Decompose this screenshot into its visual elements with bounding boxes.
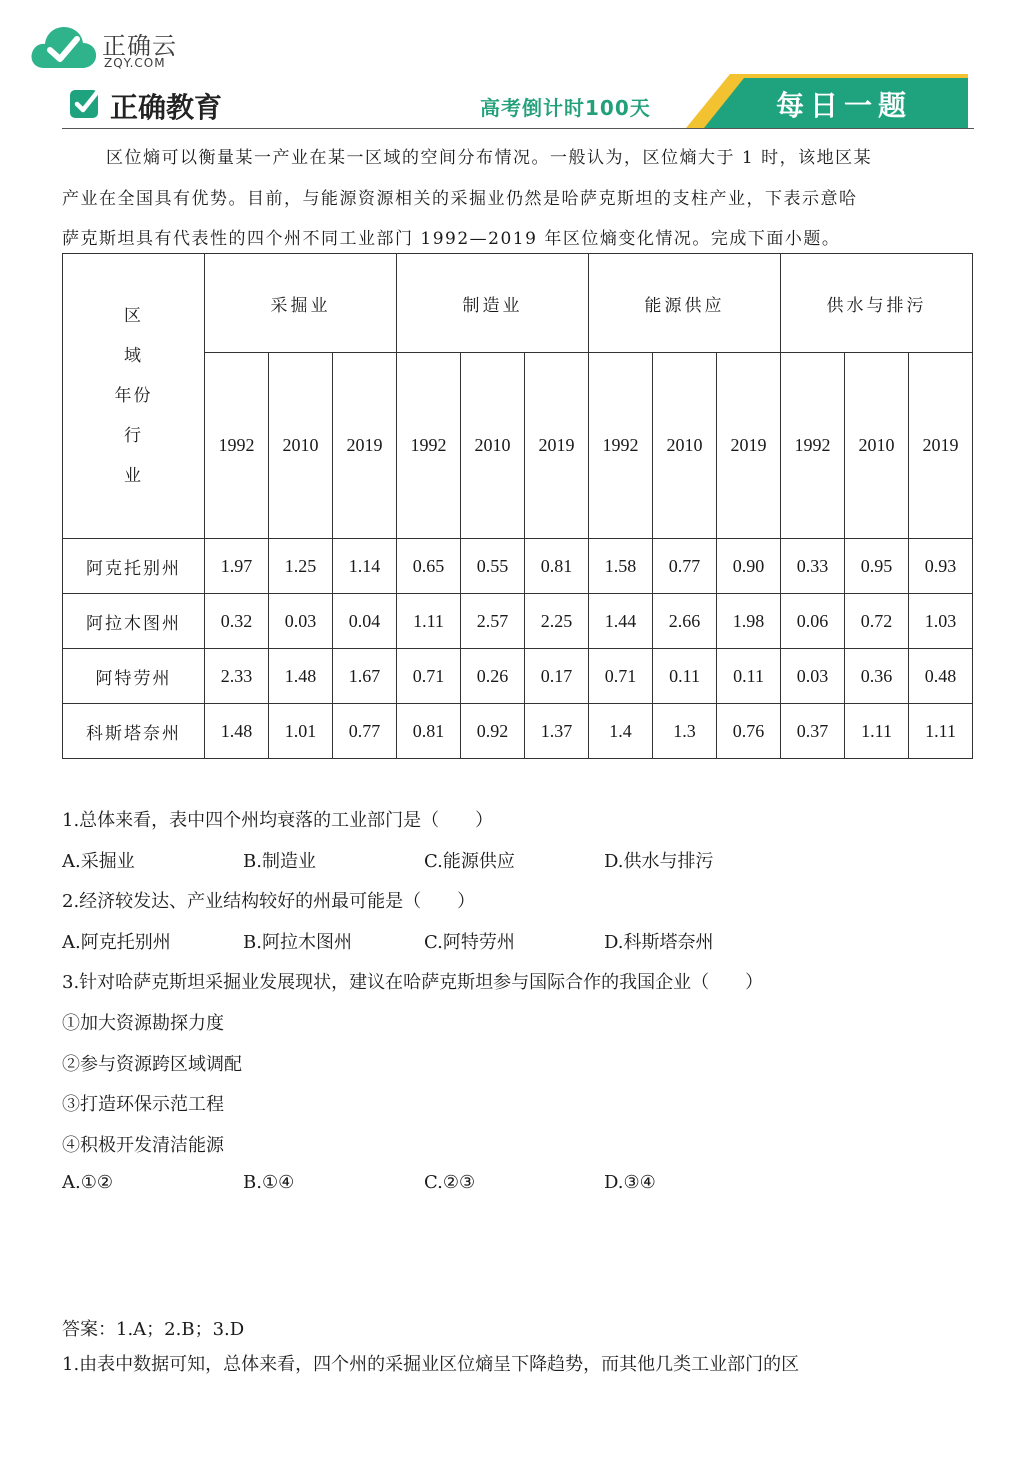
table-cell: 0.36 xyxy=(845,649,909,704)
corner-text: 年份 xyxy=(114,386,153,406)
group-header: 制造业 xyxy=(397,254,589,353)
table-cell: 0.32 xyxy=(205,594,269,649)
table-cell: 1.58 xyxy=(589,539,653,594)
table-cell: 0.90 xyxy=(717,539,781,594)
year-header: 2010 xyxy=(845,353,909,539)
question-1: 1.总体来看，表中四个州均衰落的工业部门是（ ） xyxy=(62,810,494,831)
q3-option-a[interactable]: A.①② xyxy=(62,1172,113,1193)
table-cell: 0.77 xyxy=(333,704,397,759)
region-name: 阿特劳州 xyxy=(63,649,205,704)
q2-option-b[interactable]: B.阿拉木图州 xyxy=(243,932,352,953)
table-cell: 0.17 xyxy=(525,649,589,704)
q2-option-a[interactable]: A.阿克托别州 xyxy=(62,932,171,953)
intro-paragraph xyxy=(62,138,972,260)
table-cell: 2.57 xyxy=(461,594,525,649)
table-cell: 1.11 xyxy=(845,704,909,759)
table-cell: 2.66 xyxy=(653,594,717,649)
table-cell: 0.81 xyxy=(525,539,589,594)
corner-text: 行 xyxy=(124,426,143,446)
year-header: 1992 xyxy=(397,353,461,539)
table-cell: 0.04 xyxy=(333,594,397,649)
table-cell: 1.37 xyxy=(525,704,589,759)
table-cell: 1.11 xyxy=(909,704,973,759)
checkbox-icon xyxy=(68,86,102,120)
table-cell: 1.4 xyxy=(589,704,653,759)
table-cell: 0.11 xyxy=(653,649,717,704)
q3-item-3: ③打造环保示范工程 xyxy=(62,1094,224,1115)
table-cell: 2.33 xyxy=(205,649,269,704)
q3-option-b[interactable]: B.①④ xyxy=(243,1172,295,1193)
cloud-check-icon xyxy=(30,22,98,74)
q3-option-d[interactable]: D.③④ xyxy=(604,1172,656,1193)
year-header: 1992 xyxy=(589,353,653,539)
brand-title: 正确教育 xyxy=(110,91,223,124)
table-header-row xyxy=(63,254,973,353)
table-cell: 1.44 xyxy=(589,594,653,649)
q1-option-c[interactable]: C.能源供应 xyxy=(424,851,515,872)
question-3: 3.针对哈萨克斯坦采掘业发展现状，建议在哈萨克斯坦参与国际合作的我国企业（ ） xyxy=(62,972,764,993)
year-header: 2010 xyxy=(269,353,333,539)
table-cell: 2.25 xyxy=(525,594,589,649)
table-cell: 0.71 xyxy=(589,649,653,704)
table-cell: 0.48 xyxy=(909,649,973,704)
table-cell: 0.26 xyxy=(461,649,525,704)
region-name: 阿克托别州 xyxy=(63,539,205,594)
table-row xyxy=(63,649,973,704)
year-header: 2019 xyxy=(717,353,781,539)
table-cell: 0.92 xyxy=(461,704,525,759)
banner-title: 每日一题 xyxy=(776,89,913,122)
q3-item-4: ④积极开发清洁能源 xyxy=(62,1135,224,1156)
group-header: 能源供应 xyxy=(589,254,781,353)
group-header: 采掘业 xyxy=(205,254,397,353)
group-header: 供水与排污 xyxy=(781,254,973,353)
q1-option-d[interactable]: D.供水与排污 xyxy=(604,851,714,872)
table-cell: 0.37 xyxy=(781,704,845,759)
region-name: 阿拉木图州 xyxy=(63,594,205,649)
table-cell: 1.03 xyxy=(909,594,973,649)
logo-cn-text: 正确云 xyxy=(102,32,177,60)
table-row xyxy=(63,539,973,594)
region-name: 科斯塔奈州 xyxy=(63,704,205,759)
q1-option-b[interactable]: B.制造业 xyxy=(243,851,316,872)
table-cell: 1.48 xyxy=(205,704,269,759)
corner-text: 域 xyxy=(124,346,143,366)
q3-item-2: ②参与资源跨区域调配 xyxy=(62,1054,242,1075)
q2-option-d[interactable]: D.科斯塔奈州 xyxy=(604,932,714,953)
answer-explanation-1: 1.由表中数据可知，总体来看，四个州的采掘业区位熵呈下降趋势，而其他几类工业部门的区 xyxy=(62,1354,800,1375)
year-header: 1992 xyxy=(781,353,845,539)
table-cell: 1.01 xyxy=(269,704,333,759)
table-cell: 1.25 xyxy=(269,539,333,594)
table-cell: 1.67 xyxy=(333,649,397,704)
year-header: 2019 xyxy=(333,353,397,539)
q3-item-1: ①加大资源勘探力度 xyxy=(62,1013,224,1034)
intro-line-3: 萨克斯坦具有代表性的四个州不同工业部门 1992—2019 年区位熵变化情况。完成下面小题。 xyxy=(62,229,841,249)
table-row xyxy=(63,704,973,759)
table-cell: 0.06 xyxy=(781,594,845,649)
table-cell: 0.03 xyxy=(781,649,845,704)
table-cell: 0.65 xyxy=(397,539,461,594)
table-cell: 0.81 xyxy=(397,704,461,759)
table-cell: 0.76 xyxy=(717,704,781,759)
table-cell: 0.03 xyxy=(269,594,333,649)
answer-summary: 答案：1.A；2.B；3.D xyxy=(62,1319,245,1340)
table-cell: 1.14 xyxy=(333,539,397,594)
table-cell: 0.77 xyxy=(653,539,717,594)
table-cell: 0.33 xyxy=(781,539,845,594)
countdown-text: 高考倒计时100天 xyxy=(480,96,651,120)
q2-option-c[interactable]: C.阿特劳州 xyxy=(424,932,515,953)
table-cell: 1.11 xyxy=(397,594,461,649)
table-cell: 0.11 xyxy=(717,649,781,704)
corner-text: 区 xyxy=(124,306,143,326)
year-header: 2019 xyxy=(909,353,973,539)
table-cell: 1.97 xyxy=(205,539,269,594)
header-divider xyxy=(62,128,974,129)
intro-line-2: 产业在全国具有优势。目前，与能源资源相关的采掘业仍然是哈萨克斯坦的支柱产业，下表示意哈 xyxy=(62,188,858,209)
zqy-logo xyxy=(30,20,190,80)
table-cell: 0.71 xyxy=(397,649,461,704)
corner-cell xyxy=(63,254,205,539)
table-cell: 1.98 xyxy=(717,594,781,649)
year-header: 2010 xyxy=(653,353,717,539)
year-header: 2010 xyxy=(461,353,525,539)
table-cell: 0.72 xyxy=(845,594,909,649)
q3-option-c[interactable]: C.②③ xyxy=(424,1172,476,1193)
year-header: 2019 xyxy=(525,353,589,539)
table-row xyxy=(63,594,973,649)
year-header: 1992 xyxy=(205,353,269,539)
table-cell: 0.55 xyxy=(461,539,525,594)
question-2: 2.经济较发达、产业结构较好的州最可能是（ ） xyxy=(62,891,476,912)
q1-option-a[interactable]: A.采掘业 xyxy=(62,851,135,872)
intro-line-1: 区位熵可以衡量某一产业在某一区域的空间分布情况。一般认为，区位熵大于 1 时，该地区某 xyxy=(106,148,873,168)
table-cell: 0.93 xyxy=(909,539,973,594)
table-cell: 1.3 xyxy=(653,704,717,759)
table-cell: 0.95 xyxy=(845,539,909,594)
logo-en-text: ZQY.COM xyxy=(104,56,166,70)
table-cell: 1.48 xyxy=(269,649,333,704)
location-entropy-table xyxy=(62,253,973,759)
corner-text: 业 xyxy=(124,466,143,486)
